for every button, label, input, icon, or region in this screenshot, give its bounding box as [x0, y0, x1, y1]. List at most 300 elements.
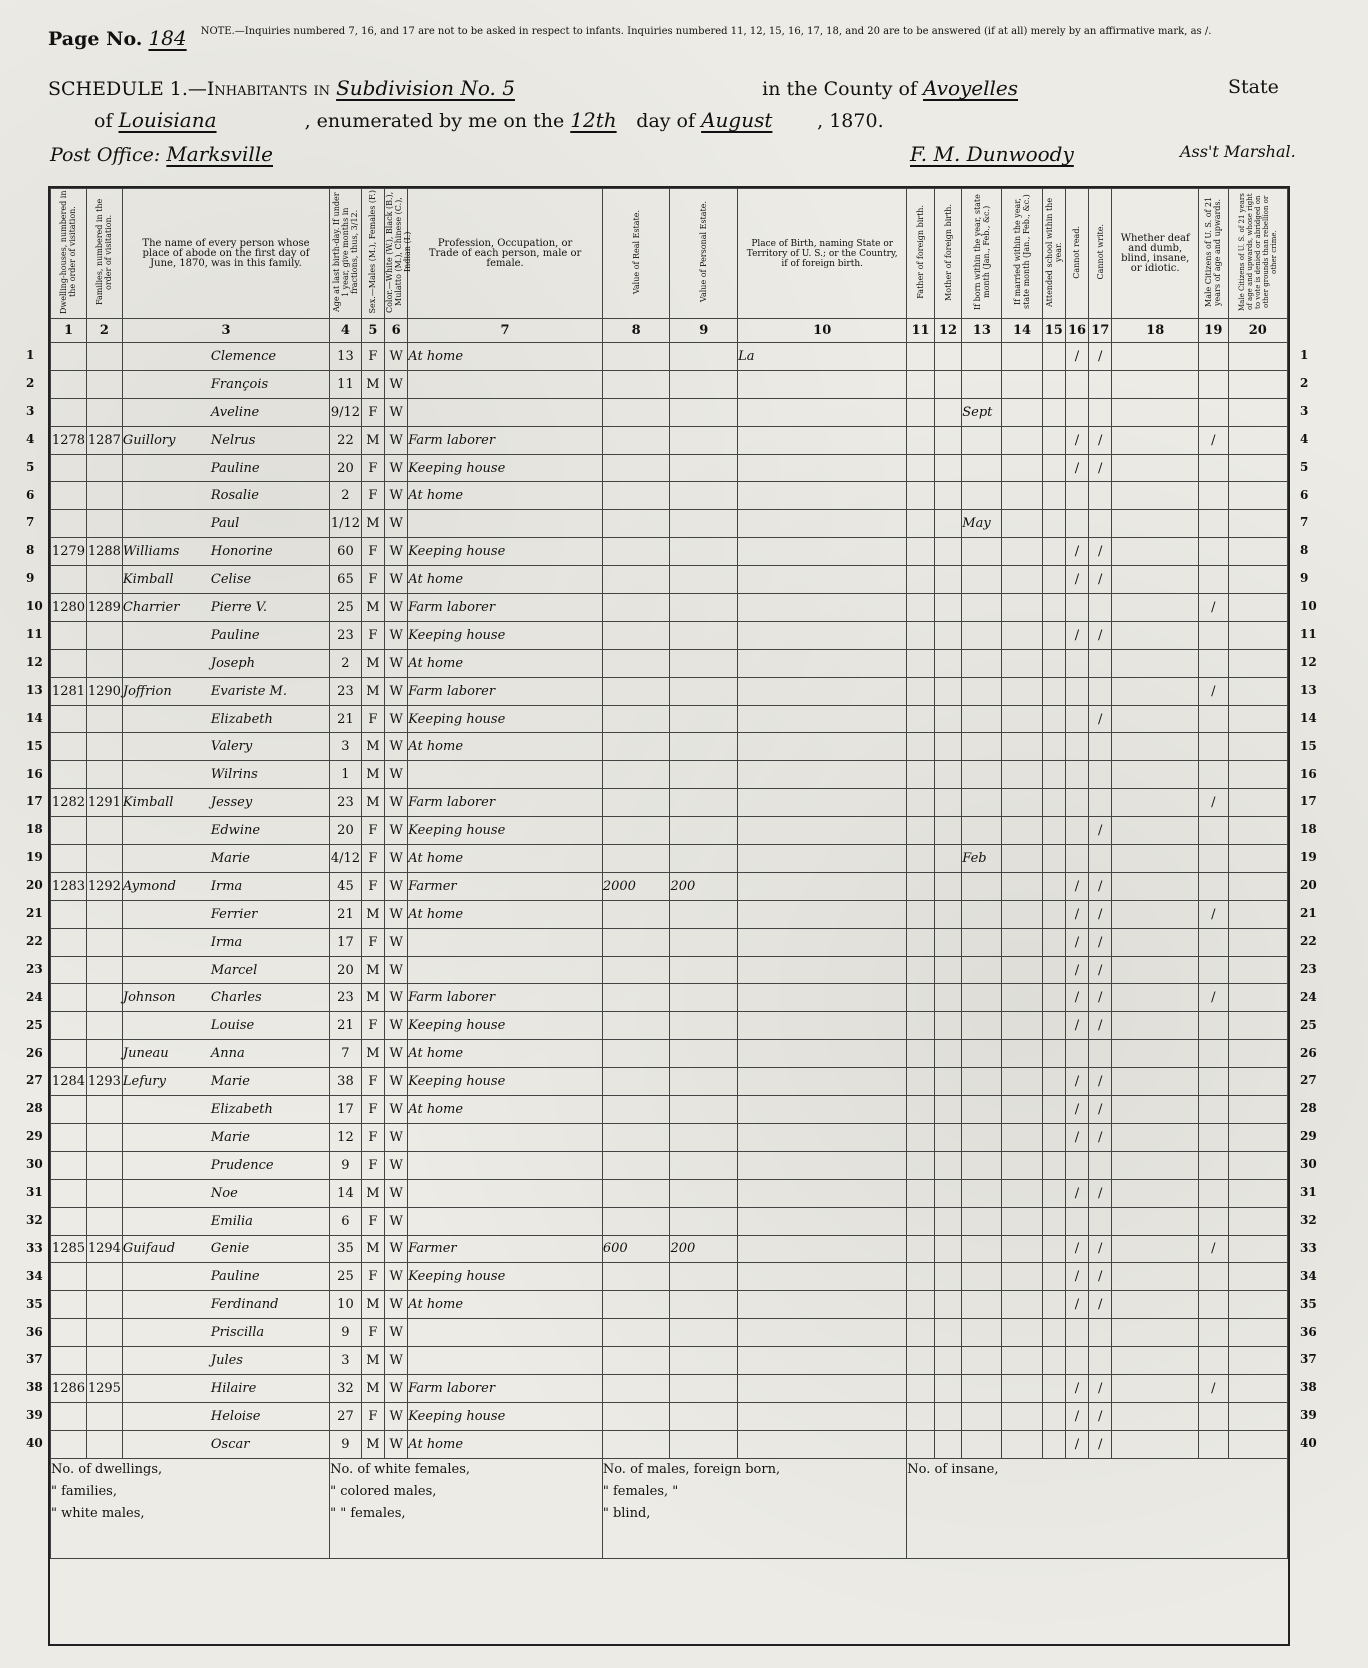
disability-cell: [1112, 872, 1199, 900]
disability-cell: [1112, 900, 1199, 928]
family-number-cell: [86, 621, 122, 649]
cannot-read-cell: [1065, 482, 1088, 510]
attended-school-cell: [1042, 370, 1065, 398]
mother-foreign-cell: [934, 1068, 961, 1096]
real-estate-value-cell: [602, 1068, 670, 1096]
given-name: Marie: [210, 1129, 251, 1145]
line-number: 10: [26, 599, 43, 614]
cannot-write-cell: [1089, 789, 1112, 817]
table-row: [51, 426, 1288, 454]
mother-foreign-cell: [934, 1263, 961, 1291]
married-month-cell: [1002, 1068, 1042, 1096]
vote-denied-cell: [1228, 677, 1287, 705]
born-month-cell: Sept: [962, 398, 1002, 426]
occupation-cell: At home: [408, 1096, 603, 1124]
attended-school-cell: [1042, 1402, 1065, 1430]
color-cell: W: [385, 370, 408, 398]
male-citizen-cell: [1199, 1012, 1229, 1040]
occupation-cell: Keeping house: [408, 705, 603, 733]
dwelling-number-cell: [51, 1040, 87, 1068]
personal-estate-value-cell: [670, 1347, 738, 1375]
disability-cell: [1112, 984, 1199, 1012]
mother-foreign-cell: [934, 538, 961, 566]
table-row: [51, 1068, 1288, 1096]
person-name-cell: [122, 900, 329, 928]
occupation-cell: Farm laborer: [408, 1374, 603, 1402]
real-estate-value-cell: [602, 1096, 670, 1124]
dwelling-number-cell: 1282: [51, 789, 87, 817]
vote-denied-cell: [1228, 398, 1287, 426]
line-number: 11: [26, 627, 43, 641]
personal-estate-value-cell: [670, 1291, 738, 1319]
male-citizen-cell: [1199, 1207, 1229, 1235]
personal-estate-value-cell: [670, 594, 738, 622]
mother-foreign-cell: [934, 398, 961, 426]
occupation-cell: At home: [408, 1040, 603, 1068]
father-foreign-cell: [907, 510, 934, 538]
vote-denied-cell: [1228, 1430, 1287, 1458]
personal-estate-value-cell: [670, 1207, 738, 1235]
mother-foreign-cell: [934, 454, 961, 482]
attended-school-cell: [1042, 705, 1065, 733]
sex-cell: M: [361, 956, 384, 984]
born-month-cell: [962, 705, 1002, 733]
family-number-cell: [86, 928, 122, 956]
person-name-cell: [122, 1151, 329, 1179]
color-cell: W: [385, 1040, 408, 1068]
mother-foreign-cell: [934, 1096, 961, 1124]
line-number: 19: [1300, 850, 1317, 865]
sex-cell: M: [361, 984, 384, 1012]
person-name-cell: [122, 1123, 329, 1151]
line-number: 33: [26, 1240, 43, 1255]
color-cell: W: [385, 621, 408, 649]
mother-foreign-cell: [934, 900, 961, 928]
family-number-cell: [86, 398, 122, 426]
person-name-cell: [122, 426, 329, 454]
dwelling-number-cell: [51, 733, 87, 761]
mother-foreign-cell: [934, 845, 961, 873]
line-number: 4: [1300, 431, 1309, 446]
father-foreign-cell: [907, 454, 934, 482]
born-month-cell: [962, 1374, 1002, 1402]
male-citizen-cell: [1199, 510, 1229, 538]
given-name: Jules: [210, 1353, 243, 1368]
occupation-cell: Farm laborer: [408, 984, 603, 1012]
personal-estate-value-cell: [670, 649, 738, 677]
born-month-cell: [962, 621, 1002, 649]
family-number-cell: [86, 817, 122, 845]
disability-cell: [1112, 454, 1199, 482]
vote-denied-cell: [1228, 984, 1287, 1012]
born-month-cell: [962, 761, 1002, 789]
real-estate-value-cell: [602, 1374, 670, 1402]
dwelling-number-cell: 1285: [51, 1235, 87, 1263]
married-month-cell: [1002, 1263, 1042, 1291]
color-cell: W: [385, 956, 408, 984]
dwelling-number-cell: [51, 510, 87, 538]
attended-school-cell: [1042, 956, 1065, 984]
line-number: 37: [26, 1352, 43, 1367]
col-1-header: Dwelling-houses, numbered in the order of visitation.: [51, 189, 87, 319]
dwelling-number-cell: 1280: [51, 594, 87, 622]
real-estate-value-cell: [602, 621, 670, 649]
given-name: Nelrus: [210, 432, 256, 448]
personal-estate-value-cell: [670, 845, 738, 873]
mother-foreign-cell: [934, 426, 961, 454]
sex-cell: F: [361, 1319, 384, 1347]
vote-denied-cell: [1228, 1207, 1287, 1235]
real-estate-value-cell: [602, 538, 670, 566]
dwelling-number-cell: [51, 1347, 87, 1375]
born-month-cell: [962, 1179, 1002, 1207]
cannot-write-cell: [1089, 510, 1112, 538]
birthplace-cell: [738, 454, 907, 482]
married-month-cell: [1002, 789, 1042, 817]
person-name-cell: [122, 1347, 329, 1375]
cannot-read-cell: /: [1065, 426, 1088, 454]
col-5-header: Sex.—Males (M.), Females (F.): [361, 189, 384, 319]
footer-dwellings: No. of dwellings, " families, " white males,: [51, 1458, 330, 1558]
birthplace-cell: [738, 1096, 907, 1124]
line-number: 13: [26, 682, 43, 697]
birthplace-cell: [738, 705, 907, 733]
person-name-cell: [122, 1430, 329, 1458]
born-month-cell: [962, 1430, 1002, 1458]
col-8-header: Value of Real Estate.: [602, 189, 670, 319]
mother-foreign-cell: [934, 1040, 961, 1068]
sex-cell: M: [361, 1430, 384, 1458]
line-number: 34: [26, 1268, 43, 1283]
cannot-write-cell: [1089, 733, 1112, 761]
disability-cell: [1112, 538, 1199, 566]
born-month-cell: [962, 594, 1002, 622]
col-16-header: Cannot read.: [1065, 189, 1088, 319]
table-row: [51, 1263, 1288, 1291]
vote-denied-cell: [1228, 1096, 1287, 1124]
column-number: 13: [962, 319, 1002, 343]
male-citizen-cell: [1199, 1263, 1229, 1291]
person-name-cell: [122, 398, 329, 426]
married-month-cell: [1002, 1235, 1042, 1263]
vote-denied-cell: [1228, 538, 1287, 566]
born-month-cell: [962, 454, 1002, 482]
table-row: [51, 817, 1288, 845]
cannot-read-cell: /: [1065, 956, 1088, 984]
birthplace-cell: [738, 510, 907, 538]
male-citizen-cell: [1199, 398, 1229, 426]
personal-estate-value-cell: [670, 1179, 738, 1207]
family-number-cell: [86, 845, 122, 873]
line-number: 34: [1300, 1268, 1317, 1283]
column-number: 7: [408, 319, 603, 343]
married-month-cell: [1002, 566, 1042, 594]
line-number: 14: [26, 710, 43, 725]
cannot-write-cell: [1089, 594, 1112, 622]
male-citizen-cell: /: [1199, 984, 1229, 1012]
vote-denied-cell: [1228, 426, 1287, 454]
dwelling-number-cell: [51, 1096, 87, 1124]
line-number: 19: [26, 850, 43, 865]
cannot-write-cell: /: [1089, 1402, 1112, 1430]
sex-cell: M: [361, 789, 384, 817]
born-month-cell: [962, 1040, 1002, 1068]
table-row: [51, 370, 1288, 398]
male-citizen-cell: /: [1199, 594, 1229, 622]
mother-foreign-cell: [934, 1402, 961, 1430]
vote-denied-cell: [1228, 343, 1287, 371]
vote-denied-cell: [1228, 594, 1287, 622]
attended-school-cell: [1042, 1096, 1065, 1124]
surname: Guillory: [122, 432, 176, 448]
disability-cell: [1112, 1123, 1199, 1151]
occupation-cell: [408, 1207, 603, 1235]
line-number: 35: [26, 1296, 43, 1311]
attended-school-cell: [1042, 566, 1065, 594]
attended-school-cell: [1042, 761, 1065, 789]
color-cell: W: [385, 1096, 408, 1124]
disability-cell: [1112, 1319, 1199, 1347]
male-citizen-cell: [1199, 872, 1229, 900]
age-cell: 21: [330, 1012, 362, 1040]
line-number: 30: [26, 1157, 43, 1172]
real-estate-value-cell: [602, 649, 670, 677]
birthplace-cell: [738, 1068, 907, 1096]
mother-foreign-cell: [934, 1235, 961, 1263]
line-number: 26: [1300, 1045, 1317, 1060]
given-name: Priscilla: [210, 1325, 265, 1341]
family-number-cell: [86, 956, 122, 984]
cannot-read-cell: [1065, 761, 1088, 789]
surname: Charrier: [122, 599, 180, 615]
table-row: [51, 1347, 1288, 1375]
line-number: 31: [26, 1185, 43, 1199]
age-cell: 2: [330, 649, 362, 677]
given-name: Pierre V.: [210, 599, 267, 615]
vote-denied-cell: [1228, 482, 1287, 510]
age-cell: 1/12: [330, 510, 362, 538]
cannot-read-cell: /: [1065, 1263, 1088, 1291]
cannot-read-cell: /: [1065, 984, 1088, 1012]
born-month-cell: [962, 482, 1002, 510]
column-number: 20: [1228, 319, 1287, 343]
birthplace-cell: La: [738, 343, 907, 371]
occupation-cell: [408, 1347, 603, 1375]
vote-denied-cell: [1228, 789, 1287, 817]
born-month-cell: [962, 984, 1002, 1012]
table-row: [51, 594, 1288, 622]
father-foreign-cell: [907, 1430, 934, 1458]
father-foreign-cell: [907, 1068, 934, 1096]
line-number: 17: [26, 794, 43, 809]
line-number: 1: [1300, 348, 1309, 362]
born-month-cell: [962, 900, 1002, 928]
given-name: Marcel: [210, 962, 258, 978]
sex-cell: M: [361, 594, 384, 622]
person-name-cell: [122, 1068, 329, 1096]
real-estate-value-cell: [602, 928, 670, 956]
sex-cell: M: [361, 1374, 384, 1402]
father-foreign-cell: [907, 1012, 934, 1040]
attended-school-cell: [1042, 426, 1065, 454]
mother-foreign-cell: [934, 956, 961, 984]
color-cell: W: [385, 1012, 408, 1040]
male-citizen-cell: [1199, 817, 1229, 845]
marshal-signature: F. M. Dunwoody: [910, 142, 1074, 166]
person-name-cell: [122, 1040, 329, 1068]
color-cell: W: [385, 1347, 408, 1375]
line-number: 38: [26, 1380, 43, 1395]
mother-foreign-cell: [934, 343, 961, 371]
table-row: [51, 1207, 1288, 1235]
disability-cell: [1112, 343, 1199, 371]
vote-denied-cell: [1228, 510, 1287, 538]
line-number: 31: [1300, 1185, 1317, 1199]
line-number: 28: [1300, 1101, 1317, 1116]
married-month-cell: [1002, 1319, 1042, 1347]
male-citizen-cell: /: [1199, 1374, 1229, 1402]
attended-school-cell: [1042, 1040, 1065, 1068]
family-number-cell: [86, 370, 122, 398]
occupation-cell: At home: [408, 1430, 603, 1458]
color-cell: W: [385, 705, 408, 733]
sex-cell: F: [361, 538, 384, 566]
column-number: 5: [361, 319, 384, 343]
real-estate-value-cell: [602, 1430, 670, 1458]
sex-cell: F: [361, 705, 384, 733]
attended-school-cell: [1042, 984, 1065, 1012]
color-cell: W: [385, 1374, 408, 1402]
occupation-cell: At home: [408, 343, 603, 371]
attended-school-cell: [1042, 872, 1065, 900]
vote-denied-cell: [1228, 1319, 1287, 1347]
personal-estate-value-cell: [670, 984, 738, 1012]
family-number-cell: 1294: [86, 1235, 122, 1263]
male-citizen-cell: [1199, 482, 1229, 510]
vote-denied-cell: [1228, 566, 1287, 594]
column-number: 18: [1112, 319, 1199, 343]
personal-estate-value-cell: [670, 454, 738, 482]
real-estate-value-cell: [602, 1319, 670, 1347]
col-20-header: Male Citizens of U. S. of 21 years of age and upwards, whose right to vote is denied or abridged on other grounds than rebellion or other crime.: [1228, 189, 1287, 319]
born-month-cell: [962, 566, 1002, 594]
sex-cell: F: [361, 482, 384, 510]
column-number: 19: [1199, 319, 1229, 343]
person-name-cell: [122, 621, 329, 649]
dwelling-number-cell: [51, 454, 87, 482]
column-number: 15: [1042, 319, 1065, 343]
married-month-cell: [1002, 1374, 1042, 1402]
personal-estate-value-cell: [670, 1068, 738, 1096]
male-citizen-cell: [1199, 621, 1229, 649]
born-month-cell: [962, 733, 1002, 761]
table-row: [51, 1040, 1288, 1068]
married-month-cell: [1002, 398, 1042, 426]
dwelling-number-cell: [51, 1263, 87, 1291]
cannot-read-cell: [1065, 733, 1088, 761]
attended-school-cell: [1042, 1235, 1065, 1263]
personal-estate-value-cell: [670, 1430, 738, 1458]
given-name: Ferrier: [210, 906, 258, 922]
page-number: 184: [148, 26, 187, 50]
male-citizen-cell: [1199, 1291, 1229, 1319]
table-row: [51, 677, 1288, 705]
real-estate-value-cell: [602, 1012, 670, 1040]
cannot-write-cell: /: [1089, 1179, 1112, 1207]
attended-school-cell: [1042, 1012, 1065, 1040]
attended-school-cell: [1042, 1347, 1065, 1375]
cannot-read-cell: [1065, 370, 1088, 398]
person-name-cell: [122, 761, 329, 789]
color-cell: W: [385, 789, 408, 817]
color-cell: W: [385, 817, 408, 845]
mother-foreign-cell: [934, 649, 961, 677]
cannot-write-cell: /: [1089, 1123, 1112, 1151]
male-citizen-cell: [1199, 370, 1229, 398]
father-foreign-cell: [907, 1319, 934, 1347]
mother-foreign-cell: [934, 928, 961, 956]
dwelling-number-cell: [51, 1430, 87, 1458]
color-cell: W: [385, 1068, 408, 1096]
dwelling-number-cell: [51, 398, 87, 426]
person-name-cell: [122, 1179, 329, 1207]
family-number-cell: 1287: [86, 426, 122, 454]
dwelling-number-cell: [51, 845, 87, 873]
color-cell: W: [385, 426, 408, 454]
dwelling-number-cell: [51, 649, 87, 677]
disability-cell: [1112, 1179, 1199, 1207]
father-foreign-cell: [907, 1347, 934, 1375]
cannot-write-cell: /: [1089, 1374, 1112, 1402]
col-2-header: Families, numbered in the order of visitation.: [86, 189, 122, 319]
personal-estate-value-cell: [670, 370, 738, 398]
male-citizen-cell: [1199, 1430, 1229, 1458]
age-cell: 10: [330, 1291, 362, 1319]
disability-cell: [1112, 1151, 1199, 1179]
state: Louisiana: [118, 108, 217, 132]
table-row: [51, 928, 1288, 956]
line-number: 8: [26, 543, 35, 558]
married-month-cell: [1002, 984, 1042, 1012]
line-number: 24: [26, 989, 43, 1004]
cannot-write-cell: /: [1089, 817, 1112, 845]
surname: Kimball: [122, 572, 174, 588]
cannot-read-cell: [1065, 1207, 1088, 1235]
dwelling-number-cell: [51, 482, 87, 510]
married-month-cell: [1002, 677, 1042, 705]
line-number: 7: [26, 515, 35, 530]
disability-cell: [1112, 1012, 1199, 1040]
male-citizen-cell: [1199, 343, 1229, 371]
father-foreign-cell: [907, 398, 934, 426]
occupation-cell: At home: [408, 566, 603, 594]
cannot-write-cell: [1089, 761, 1112, 789]
personal-estate-value-cell: [670, 1402, 738, 1430]
birthplace-cell: [738, 872, 907, 900]
surname: Lefury: [122, 1074, 166, 1090]
given-name: Genie: [210, 1241, 250, 1257]
cannot-read-cell: /: [1065, 1123, 1088, 1151]
father-foreign-cell: [907, 1040, 934, 1068]
born-month-cell: [962, 956, 1002, 984]
cannot-read-cell: [1065, 677, 1088, 705]
occupation-cell: Farm laborer: [408, 677, 603, 705]
person-name-cell: [122, 594, 329, 622]
real-estate-value-cell: 600: [602, 1235, 670, 1263]
birthplace-cell: [738, 1430, 907, 1458]
personal-estate-value-cell: [670, 1374, 738, 1402]
sex-cell: F: [361, 566, 384, 594]
